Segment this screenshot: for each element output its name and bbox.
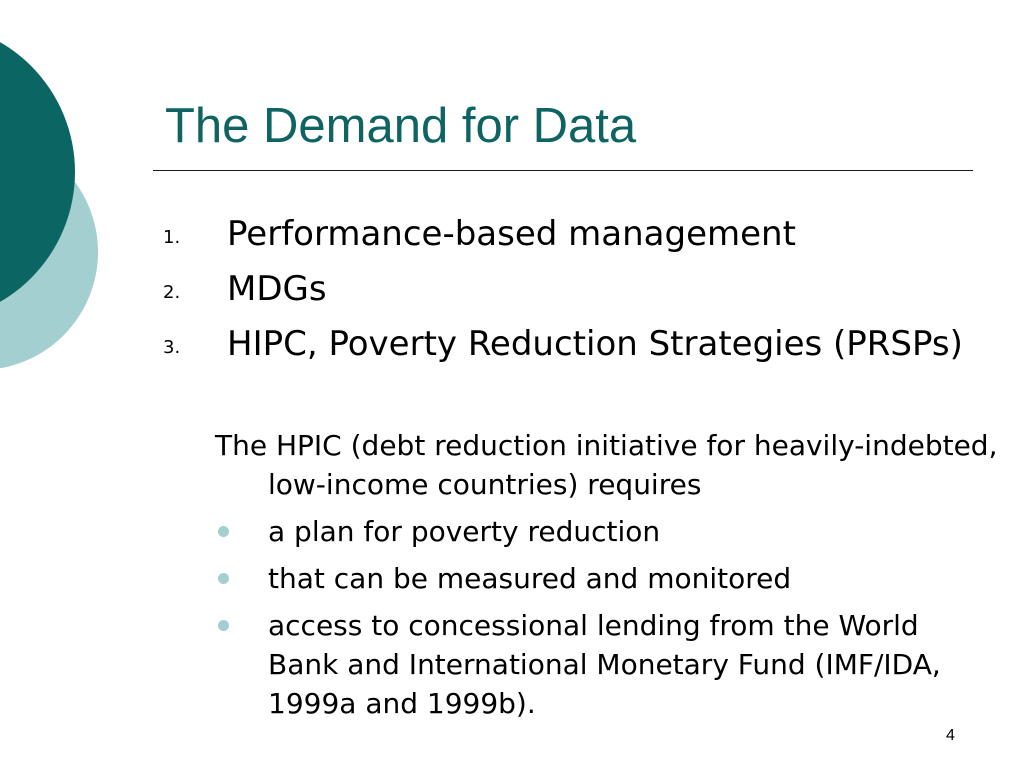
item-text: MDGs xyxy=(227,269,327,309)
bullet-text: that can be measured and monitored xyxy=(268,562,792,595)
item-text: HIPC, Poverty Reduction Strategies (PRSPs) xyxy=(227,324,963,364)
bullet-list xyxy=(215,512,955,731)
title-divider xyxy=(153,170,973,171)
bullet-dot-icon xyxy=(218,620,229,631)
decorative-circles xyxy=(0,0,110,420)
bullet-item xyxy=(215,606,955,723)
item-number: 2. xyxy=(163,282,181,303)
hpic-paragraph: The HPIC (debt reduction initiative for heavily-indebted, low-income countries) requires xyxy=(215,429,998,501)
item-number: 1. xyxy=(163,227,181,248)
page-number: 4 xyxy=(946,727,955,744)
numbered-item xyxy=(163,212,963,257)
item-number: 3. xyxy=(163,337,181,358)
numbered-item xyxy=(163,322,963,367)
slide-title: The Demand for Data xyxy=(165,99,637,153)
bullet-item xyxy=(215,512,955,551)
numbered-list xyxy=(163,212,963,377)
bullet-dot-icon xyxy=(218,573,229,584)
bullet-text: access to concessional lending from the World Bank and International Monetary Fund (IMF/IDA, 1999a and 1999b). xyxy=(268,609,941,720)
item-text: Performance-based management xyxy=(227,214,796,254)
numbered-item xyxy=(163,267,963,312)
bullet-text: a plan for poverty reduction xyxy=(268,515,661,548)
bullet-item xyxy=(215,559,955,598)
bullet-dot-icon xyxy=(218,526,229,537)
